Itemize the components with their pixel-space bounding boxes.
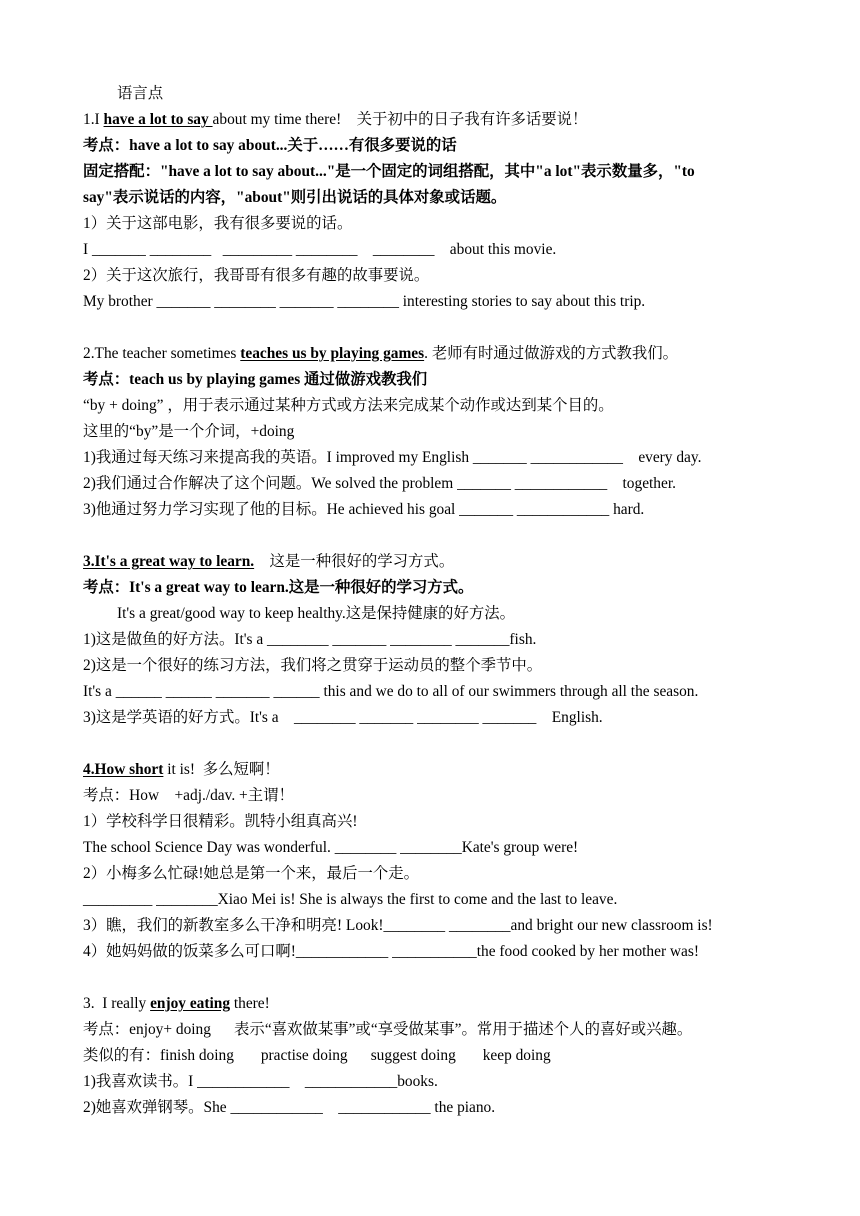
s5-key-phrase: enjoy eating: [150, 995, 231, 1012]
s2-note1: “by + doing” ，用于表示通过某种方式或方法来完成某个动作或达到某个目的。: [83, 397, 614, 414]
s3-q2-cn: 2)这是一个很好的练习方法，我们将之贯穿于运动员的整个季节中。: [83, 657, 543, 674]
s4-point: 考点：How +adj./dav. +主谓！: [83, 787, 294, 804]
s4-title: [83, 760, 280, 780]
s1-q1-en: I _______ ________ _________ ________ ________ about this movie.: [83, 241, 557, 258]
s2-title-rest: . 老师有时通过做游戏的方式教我们。: [424, 345, 679, 362]
s4-q3: 3）瞧，我们的新教室多么干净和明亮! Look!________ ________and bright our new classroom is!: [83, 917, 713, 934]
s2-note2: 这里的“by”是一个介词，+doing: [83, 423, 295, 440]
s2-q3: 3)他通过努力学习实现了他的目标。He achieved his goal _______ ____________ hard.: [83, 501, 645, 518]
s5-title-prefix: 3. I really: [83, 995, 151, 1012]
s1-q2-en: My brother _______ ________ _______ ________ interesting stories to say about this trip.: [83, 293, 646, 310]
s5-title-rest: there!: [230, 995, 270, 1012]
s2-q1: 1)我通过每天练习来提高我的英语。I improved my English _______ ____________ every day.: [83, 449, 702, 466]
s3-key-phrase: 3.It's a great way to learn.: [83, 553, 255, 570]
s4-title-rest: it is! 多么短啊！: [163, 761, 280, 778]
s1-fixed-line2: say"表示说话的内容，"about"则引出说话的具体对象或话题。: [83, 189, 507, 206]
s1-q1-cn: 1）关于这部电影，我有很多要说的话。: [83, 215, 353, 232]
s1-title: [83, 110, 587, 130]
s1-title-prefix: 1.I: [83, 111, 104, 128]
s3-title: [83, 552, 454, 572]
s5-q1: 1)我喜欢读书。I ____________ ____________books.: [83, 1073, 438, 1090]
s4-q1-en: The school Science Day was wonderful. ________ ________Kate's group were!: [83, 839, 579, 856]
s3-title-rest: 这是一种很好的学习方式。: [254, 553, 455, 570]
s2-point: 考点：teach us by playing games 通过做游戏教我们: [83, 371, 428, 388]
s5-point: 考点：enjoy+ doing 表示“喜欢做某事”或“享受做某事”。常用于描述个人的喜好或兴趣。: [83, 1021, 693, 1038]
s4-q2-cn: 2）小梅多么忙碌!她总是第一个来，最后一个走。: [83, 865, 420, 882]
s3-example: It's a great/good way to keep healthy.这是保持健康的好方法。: [117, 605, 516, 622]
s2-title: [83, 344, 678, 364]
s3-q3: 3)这是学英语的好方式。It's a ________ _______ ________ _______ English.: [83, 709, 603, 726]
s1-point: 考点：have a lot to say about...关于……有很多要说的话: [83, 137, 457, 154]
s3-point: 考点：It's a great way to learn.这是一种很好的学习方式。: [83, 579, 474, 596]
s1-key-phrase: have a lot to say: [103, 111, 213, 128]
s5-q2: 2)她喜欢弹钢琴。She ____________ ____________ the piano.: [83, 1099, 496, 1116]
s4-q1-cn: 1）学校科学日很精彩。凯特小组真高兴!: [83, 813, 358, 830]
heading: 语言点: [117, 85, 164, 102]
s2-q2: 2)我们通过合作解决了这个问题。We solved the problem _______ ____________ together.: [83, 475, 676, 492]
s2-key-phrase: teaches us by playing games: [240, 345, 425, 362]
s4-q2-en: _________ ________Xiao Mei is! She is always the first to come and the last to leave.: [83, 891, 618, 908]
s4-key-phrase: 4.How short: [83, 761, 164, 778]
s1-q2-cn: 2）关于这次旅行，我哥哥有很多有趣的故事要说。: [83, 267, 430, 284]
s2-title-prefix: 2.The teacher sometimes: [83, 345, 241, 362]
s5-similar: 类似的有：finish doing practise doing suggest doing keep doing: [83, 1047, 551, 1064]
s3-q2-en: It's a ______ ______ _______ ______ this and we do to all of our swimmers through all the season.: [83, 683, 699, 700]
s1-title-rest: about my time there! 关于初中的日子我有许多话要说！: [212, 111, 588, 128]
s3-q1: 1)这是做鱼的好方法。It's a ________ _______ ________ _______fish.: [83, 631, 537, 648]
s5-title: [83, 994, 270, 1014]
s4-q4: 4）她妈妈做的饭菜多么可口啊!____________ ___________the food cooked by her mother was!: [83, 943, 699, 960]
s1-fixed-line1: 固定搭配："have a lot to say about..."是一个固定的词组搭配，其中"a lot"表示数量多，"to: [83, 163, 695, 180]
